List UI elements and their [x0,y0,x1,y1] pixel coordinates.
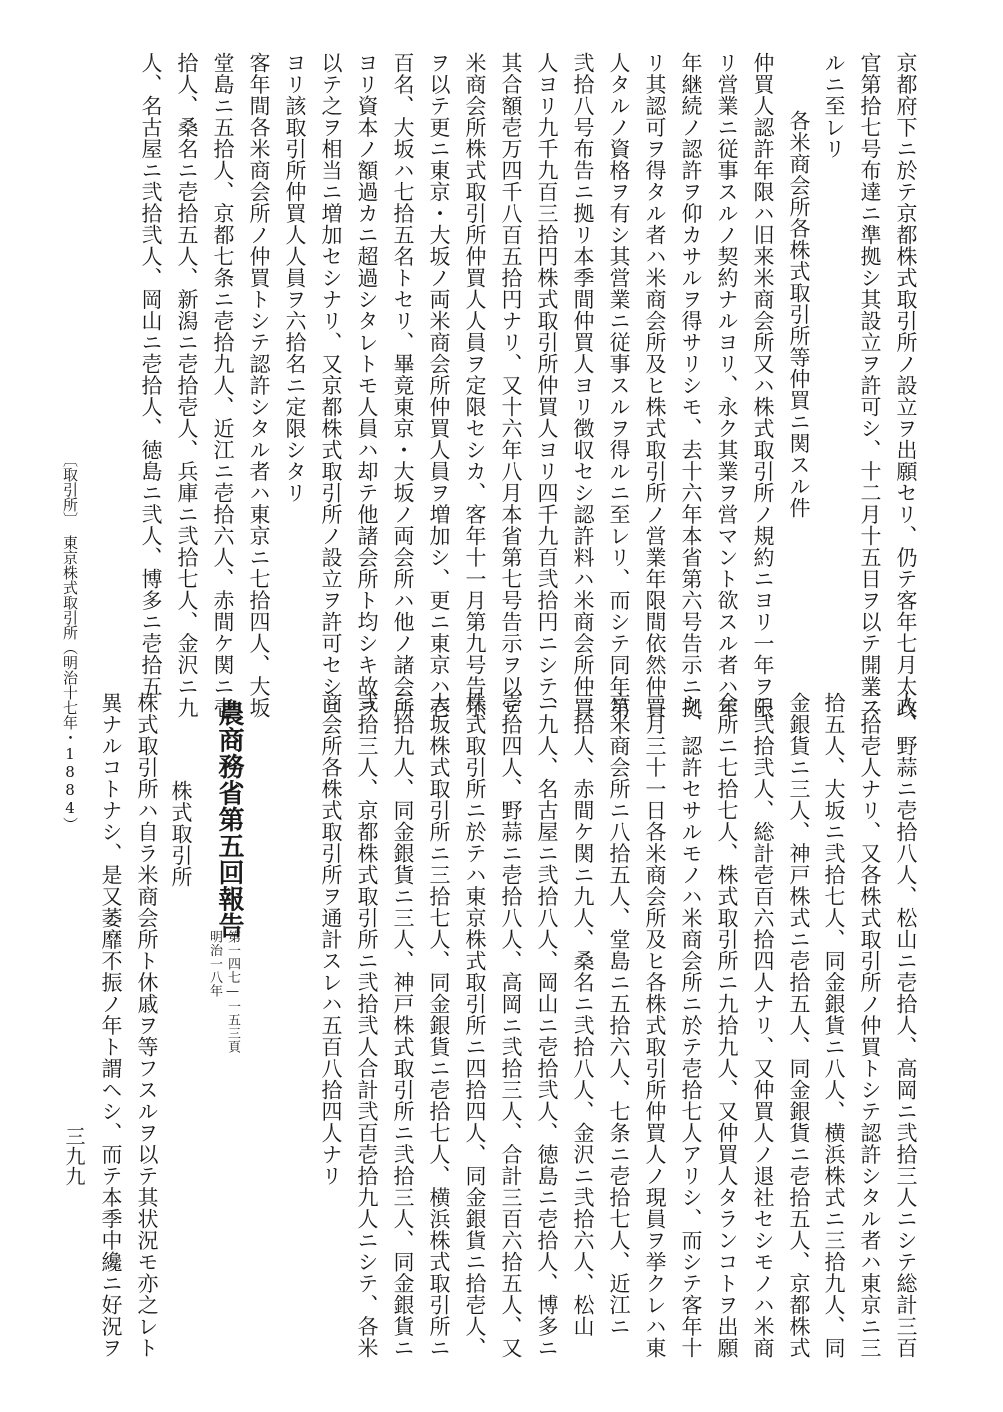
upper-text-line: 弐拾八号布告ニ拠リ本季間仲買人ヨリ徴収セシ認許料ハ米商会所仲買 [571,52,595,719]
lower-text-line: 拾五人、大坂ニ弐拾七人、同金銀貨ニ八人、横浜株式ニ三拾九人、同 [822,692,846,1359]
upper-text-line: 年継続ノ認許ヲ仰カサルヲ得サリシモ、去十六年本省第六号告示ニ拠 [679,52,703,719]
lower-text-line: 金銀貨ニ三人、神戸株式ニ壱拾五人、同金銀貨ニ壱拾五人、京都株式 [787,692,811,1359]
upper-text-line: リ其認可ヲ得タル者ハ米商会所及ヒ株式取引所ノ営業年限間依然仲買 [643,52,667,719]
lower-text-line: 二月三十一日各米商会所及ヒ各株式取引所仲買人ノ現員ヲ挙クレハ東 [643,692,667,1359]
upper-text-line: 拾人、桑名ニ壱拾五人、新潟ニ壱拾壱人、兵庫ニ弐拾七人、金沢ニ九 [175,52,199,719]
lower-text-line: 三拾壱人ナリ、又各株式取引所ノ仲買トシテ認許シタル者ハ東京ニ三 [858,692,882,1359]
upper-text-line: 米商会所株式取引所仲買人人員ヲ定限セシカ、客年十一月第九号告示 [463,52,487,719]
lower-text-line: 人、野蒜ニ壱拾八人、松山ニ壱拾人、高岡ニ弐拾三人ニシテ総計三百 [894,692,918,1359]
upper-text-line: ヲ以テ更ニ東京・大坂ノ両米商会所仲買人員ヲ増加シ、更ニ東京ハ壱 [427,52,451,719]
lower-text-line: 商会所各株式取引所ヲ通計スレハ五百八拾四人ナリ [319,692,343,1187]
lower-text-line: ニ弐拾弐人、総計壱百六拾四人ナリ、又仲買人ノ退社セシモノハ米商 [751,692,775,1359]
upper-text-line: ヨリ資本ノ額過カニ超過シタレトモ人員ハ却テ他諸会所ト均シキ故ヲ [355,52,379,719]
upper-text-line: 以テ之ヲ相当ニ増加セシナリ、又京都株式取引所ノ設立ヲ許可セシニ [319,52,343,719]
upper-text-line: 人ヨリ九千九百三拾円株式取引所仲買人ヨリ四千九百弐拾円ニシテ、 [535,52,559,719]
page-number: 三九九 [62,1126,86,1186]
report-pages: 第一四七—一五三頁 [225,930,240,1054]
section-heading-stock-exchange: 株式取引所 [169,780,193,888]
lower-text-line: 会所ニ七拾七人、株式取引所ニ九拾九人、又仲買人タランコトヲ出願 [715,692,739,1359]
lower-text-line: 壱拾四人、野蒜ニ壱拾八人、高岡ニ弐拾三人、合計三百六拾五人、又 [499,692,523,1359]
upper-text-line: ルニ至レリ [822,52,846,160]
caption-label: 〔取引所〕 [61,452,79,527]
upper-text-line: 客年間各米商会所ノ仲買トシテ認許シタル者ハ東京ニ七拾四人、大坂 [247,52,271,719]
final-text-line: 株式取引所ハ自ラ米商会所ト休戚ヲ等フスルヲ以テ其状況モ亦之レト [135,692,159,1359]
upper-text-line: リ営業ニ従事スルノ契約ナルヨリ、永ク其業ヲ営マント欲スル者ハ年 [715,52,739,719]
upper-text-line: 官第拾七号布達ニ準拠シ其設立ヲ許可シ、十二月十五日ヲ以テ開業ス [858,52,882,719]
upper-text-line: 人、名古屋ニ弐拾弐人、岡山ニ壱拾人、徳島ニ弐人、博多ニ壱拾五 [139,52,163,697]
upper-text-line: ヨリ該取引所仲買人人員ヲ六拾名ニ定限シタリ [283,52,307,504]
lower-text-line: 弐拾三人、京都株式取引所ニ弐拾弐人合計弐百壱拾九人ニシテ、各米 [355,692,379,1359]
lower-text-line: 大坂株式取引所ニ三拾七人、同金銀貨ニ壱拾七人、横浜株式取引所ニ [427,692,451,1359]
lower-text-line: 三拾人、赤間ケ関ニ九人、桑名ニ弐拾八人、金沢ニ弐拾六人、松山 [571,692,595,1337]
caption-source: 東京株式取引所（明治十七年・1884） [61,535,79,832]
upper-text-line: 京都府下ニ於テ京都株式取引所ノ設立ヲ出願セリ、仍テ客年七月太政 [894,52,918,719]
upper-text-line: 仲買人認許年限ハ旧来米商会所又ハ株式取引所ノ規約ニヨリ一年ヲ限 [751,52,775,719]
lower-text-line: ニ九人、名古屋ニ弐拾八人、岡山ニ壱拾弐人、徳島ニ壱拾人、博多ニ [535,692,559,1359]
upper-text-line: 人タルノ資格ヲ有シ其営業ニ従事スルヲ得ルニ至レリ、而シテ同年第 [607,52,631,719]
report-title: 農商務省第五回報告 [214,700,244,939]
lower-text-line: シ、認許セサルモノハ米商会所ニ於テ壱拾七人アリシ、而シテ客年十 [679,692,703,1359]
upper-text-line: 其合額壱万四千八百五拾円ナリ、又十六年八月本省第七号告示ヲ以テ [499,52,523,719]
section-heading: 各米商会所各株式取引所等仲買ニ関スル件 [787,110,811,519]
lower-text-line: 株式取引所ニ於テハ東京株式取引所ニ四拾四人、同金銀貨ニ拾壱人、 [463,692,487,1359]
report-year: 明治一八年 [207,930,222,998]
lower-text-line: 京米商会所ニ八拾五人、堂島ニ五拾六人、七条ニ壱拾七人、近江ニ [607,692,631,1337]
upper-text-line: 百名、大坂ハ七拾五名トセリ、畢竟東京・大坂ノ両会所ハ他ノ諸会所 [391,52,415,719]
upper-text-line: 堂島ニ五拾人、京都七条ニ壱拾九人、近江ニ壱拾六人、赤間ケ関ニ壱 [211,52,235,719]
lower-text-line: 三拾九人、同金銀貨ニ三人、神戸株式取引所ニ弐拾三人、同金銀貨ニ [391,692,415,1359]
final-text-line: 異ナルコトナシ、是又萎靡不振ノ年ト謂ヘシ、而テ本季中纔ニ好況ヲ [99,692,123,1359]
